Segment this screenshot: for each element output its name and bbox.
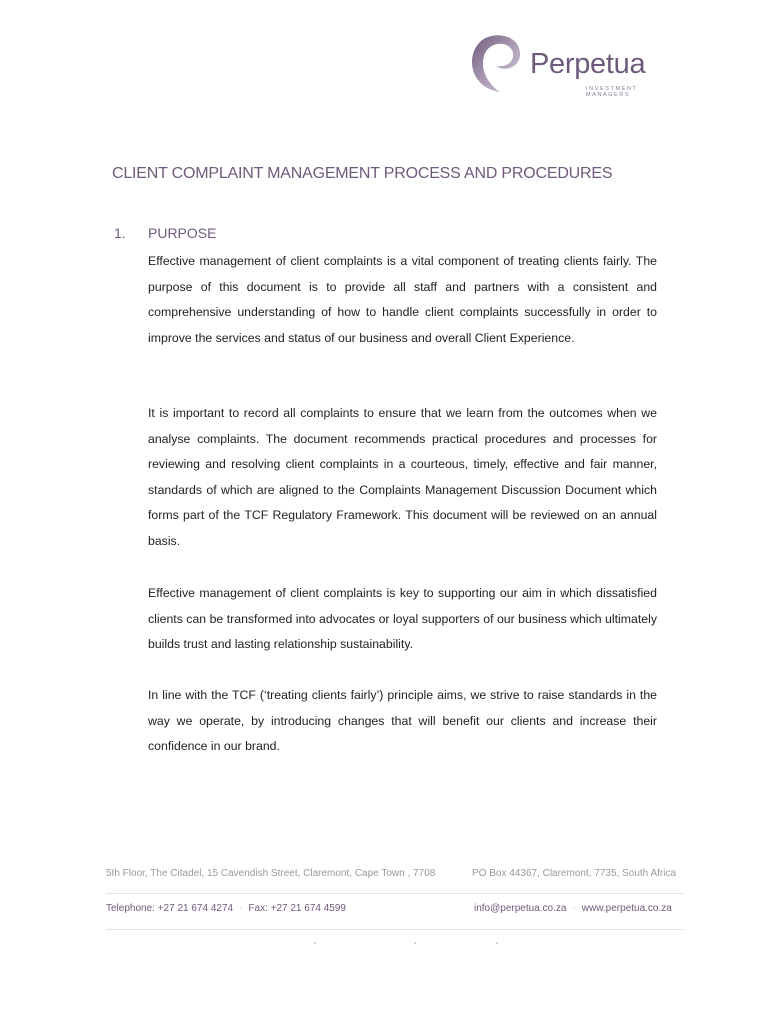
footer-po-box: PO Box 44367, Claremont, 7735, South Africa (472, 868, 677, 879)
footer-web-contacts (474, 903, 672, 914)
perpetua-logo-mark-icon (466, 32, 526, 98)
logo-tagline: INVESTMENT MANAGERS (586, 86, 638, 98)
section-number: 1. (114, 225, 126, 241)
decorative-dot (314, 942, 316, 944)
paragraph-2: It is important to record all complaints to ensure that we learn from the outcomes when we analyse complaints. The document recommends practical procedures and processes for reviewing and resolving client complaints in a courteous, timely, effective and fair manner, standards of which are aligned to the Complaints Management Discussion Document which forms part of the TCF Regulatory Framework. This document will be reviewed on an annual basis. (148, 406, 657, 548)
footer-divider-bottom (106, 929, 684, 930)
perpetua-logo (466, 30, 666, 102)
paragraph-1: Effective management of client complaints is a vital component of treating clients fairly. The purpose of this document is to provide all staff and partners with a consistent and comprehensive understanding of how to handle client complaints successfully in order to improve the services and status of our business and overall Client Experience. (148, 254, 657, 345)
footer-separator: · (572, 903, 576, 914)
footer-telephone: Telephone: +27 21 674 4274 (106, 903, 234, 914)
paragraph-3: Effective management of client complaints is key to supporting our aim in which dissatisfied clients can be transformed into advocates or loyal supporters of our business which ultimately builds trust and lasting relationship sustainability. (148, 586, 657, 652)
footer-website-link[interactable]: www.perpetua.co.za (581, 903, 672, 914)
decorative-dot (414, 942, 416, 944)
section-heading: PURPOSE (148, 225, 217, 241)
footer-street-address: 5th Floor, The Citadel, 15 Cavendish Street, Claremont, Cape Town , 7708 (106, 868, 436, 879)
footer-fax: Fax: +27 21 674 4599 (248, 903, 346, 914)
document-title: CLIENT COMPLAINT MANAGEMENT PROCESS AND PROCEDURES (112, 165, 613, 182)
footer-divider-top (106, 893, 684, 894)
decorative-dot (496, 942, 498, 944)
logo-wordmark: Perpetua (530, 48, 646, 80)
paragraph-4: In line with the TCF (‘treating clients fairly’) principle aims, we strive to raise standards in the way we operate, by introducing changes that will benefit our clients and increase their confidence in our brand. (148, 688, 657, 754)
footer-email-link[interactable]: info@perpetua.co.za (474, 903, 567, 914)
footer-separator: · (239, 903, 243, 914)
footer-phone-fax (106, 903, 346, 914)
